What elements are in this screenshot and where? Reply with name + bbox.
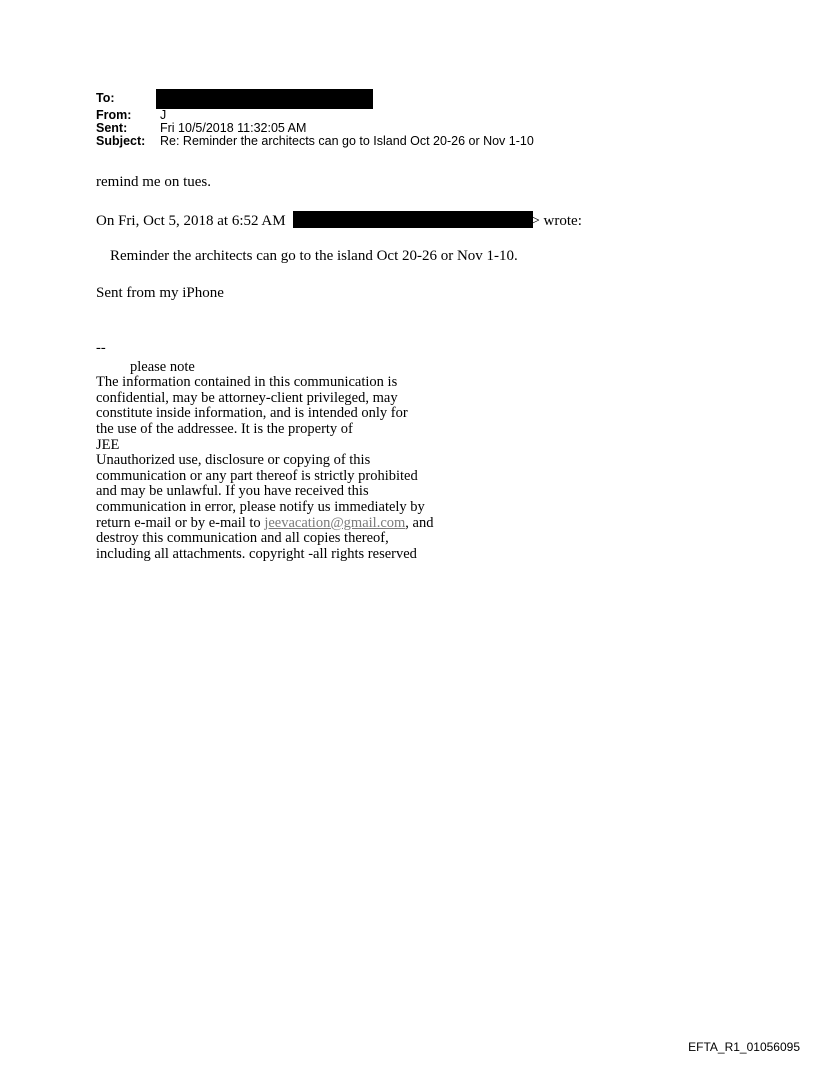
disclaimer-heading: please note [130, 358, 195, 375]
to-label: To: [96, 91, 115, 105]
disclaimer-line-6: Unauthorized use, disclosure or copying of this [96, 452, 371, 469]
subject-value: Re: Reminder the architects can go to Island Oct 20-26 or Nov 1-10 [160, 134, 534, 148]
sent-label: Sent: [96, 121, 128, 135]
disclaimer-email-line [96, 516, 476, 532]
redacted-sender-email [293, 211, 533, 228]
from-value: J [160, 108, 167, 122]
disclaimer-line-9: communication in error, please notify us immediately by [96, 498, 425, 515]
disclaimer-line-8: and may be unlawful. If you have received this [96, 483, 369, 500]
email-link[interactable]: jeevacation@gmail.com [264, 514, 406, 531]
quoted-message: Reminder the architects can go to the island Oct 20-26 or Nov 1-10. [110, 248, 518, 264]
disclaimer-line-3: constitute inside information, and is intended only for [96, 405, 408, 422]
from-label: From: [96, 108, 132, 122]
quote-intro-wrote: > wrote: [531, 213, 582, 229]
quote-intro-text: On Fri, Oct 5, 2018 at 6:52 AM [96, 213, 286, 229]
quote-intro [96, 211, 582, 230]
document-id: EFTA_R1_01056095 [688, 1040, 800, 1054]
reply-line: remind me on tues. [96, 174, 211, 190]
disclaimer-line-7: communication or any part thereof is strictly prohibited [96, 467, 418, 484]
disclaimer-line-2: confidential, may be attorney-client privileged, may [96, 389, 398, 406]
disclaimer-separator: -- [96, 340, 106, 356]
to-row [96, 92, 534, 109]
disclaimer-line-1: The information contained in this communication is [96, 374, 398, 391]
email-header [96, 92, 534, 148]
disclaimer-block [96, 340, 476, 562]
signature: Sent from my iPhone [96, 285, 224, 301]
subject-row [96, 135, 534, 148]
sent-value: Fri 10/5/2018 11:32:05 AM [160, 121, 307, 135]
disclaimer-line-5: JEE [96, 436, 120, 453]
disclaimer-line-4: the use of the addressee. It is the property of [96, 420, 353, 437]
disclaimer-closing-line-1: destroy this communication and all copies thereof, [96, 530, 389, 547]
email-line-end: , and [405, 514, 434, 531]
email-line-text: return e-mail or by e-mail to [96, 514, 265, 531]
redacted-recipient [156, 89, 373, 109]
disclaimer-closing-line-2: including all attachments. copyright -all rights reserved [96, 545, 417, 562]
subject-label: Subject: [96, 134, 146, 148]
